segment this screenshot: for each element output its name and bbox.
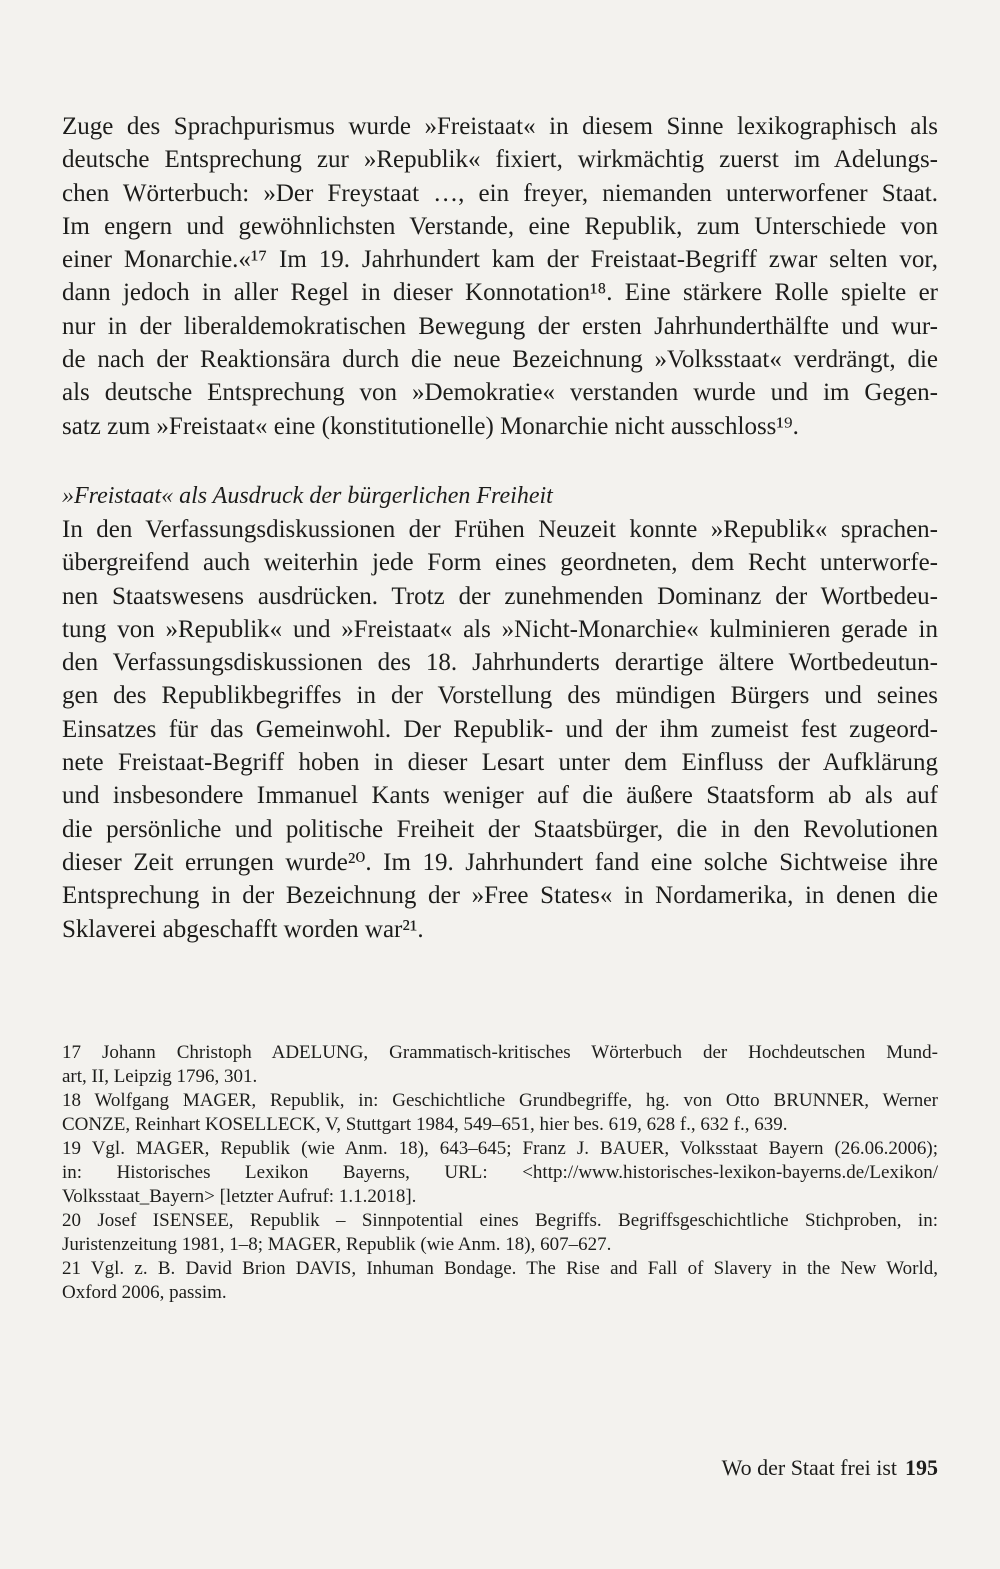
footnote-line: Volksstaat_Bayern> [letzter Aufruf: 1.1.2018].	[62, 1186, 417, 1207]
paragraph	[62, 110, 938, 443]
text-line: dieser Zeit errungen wurde²⁰. Im 19. Jahrhundert fand eine solche Sichtweise ihre	[62, 848, 938, 876]
text-line: den Verfassungsdiskussionen des 18. Jahrhunderts derartige ältere Wortbedeutun-	[62, 649, 938, 677]
footnote-line: CONZE, Reinhart KOSELLECK, V, Stuttgart 1984, 549–651, hier bes. 619, 628 f., 632 f., 639.	[62, 1114, 788, 1135]
text-line: In den Verfassungsdiskussionen der Frühen Neuzeit konnte »Republik« sprachen-	[62, 515, 938, 543]
page-number: 195	[905, 1455, 938, 1480]
text-line: deutsche Entsprechung zur »Republik« fixiert, wirkmächtig zuerst im Adelungs-	[62, 146, 938, 174]
running-title: Wo der Staat frei ist	[721, 1455, 897, 1480]
text-line: Sklaverei abgeschafft worden war²¹.	[62, 915, 424, 943]
text-line: satz zum »Freistaat« eine (konstitutionelle) Monarchie nicht ausschloss¹⁹.	[62, 412, 799, 440]
text-line: Entsprechung in der Bezeichnung der »Free States« in Nordamerika, in denen die	[62, 882, 938, 910]
footnote-line: 18 Wolfgang MAGER, Republik, in: Geschichtliche Grundbegriffe, hg. von Otto BRUNNER, Werner	[62, 1090, 938, 1111]
text-line: chen Wörterbuch: »Der Freystaat …, ein freyer, niemanden unterworfener Staat.	[62, 179, 938, 207]
footnote-line: Juristenzeitung 1981, 1–8; MAGER, Republik (wie Anm. 18), 607–627.	[62, 1234, 612, 1255]
footnotes	[62, 1041, 938, 1305]
footnote-line: 19 Vgl. MAGER, Republik (wie Anm. 18), 643–645; Franz J. BAUER, Volksstaat Bayern (26.06.2006);	[62, 1138, 938, 1159]
footnote-line: in: Historisches Lexikon Bayerns, URL: <http://www.historisches-lexikon-bayerns.de/Lexikon/	[62, 1162, 938, 1183]
text-line: einer Monarchie.«¹⁷ Im 19. Jahrhundert kam der Freistaat-Begriff zwar selten vor,	[62, 246, 938, 274]
text-line: übergreifend auch weiterhin jede Form eines geordneten, dem Recht unterworfe-	[62, 549, 938, 577]
footnote-line: art, II, Leipzig 1796, 301.	[62, 1066, 258, 1087]
text-line: nete Freistaat-Begriff hoben in dieser Lesart unter dem Einfluss der Aufklärung	[62, 749, 938, 777]
text-line: de nach der Reaktionsära durch die neue Bezeichnung »Volksstaat« verdrängt, die	[62, 346, 938, 374]
running-footer	[722, 1454, 938, 1482]
footnote-line: 21 Vgl. z. B. David Brion DAVIS, Inhuman Bondage. The Rise and Fall of Slavery in the New World,	[62, 1258, 938, 1279]
main-text	[62, 110, 938, 946]
text-line: tung von »Republik« und »Freistaat« als »Nicht-Monarchie« kulminieren gerade in	[62, 615, 938, 643]
text-line: nur in der liberaldemokratischen Bewegung der ersten Jahrhunderthälfte und wur-	[62, 312, 938, 340]
text-line: und insbesondere Immanuel Kants weniger auf die äußere Staatsform ab als auf	[62, 782, 938, 810]
footnote-line: 17 Johann Christoph ADELUNG, Grammatisch-kritisches Wörterbuch der Hochdeutschen Mund-	[62, 1042, 938, 1063]
text-line: gen des Republikbegriffes in der Vorstellung des mündigen Bürgers und seines	[62, 682, 938, 710]
text-line: nen Staatswesens ausdrücken. Trotz der zunehmenden Dominanz der Wortbedeu-	[62, 582, 938, 610]
footnote-line: Oxford 2006, passim.	[62, 1282, 227, 1303]
text-line: die persönliche und politische Freiheit der Staatsbürger, die in den Revolutionen	[62, 815, 938, 843]
text-line: Im engern und gewöhnlichsten Verstande, eine Republik, zum Unterschiede von	[62, 212, 938, 240]
paragraph	[62, 513, 938, 946]
text-line: dann jedoch in aller Regel in dieser Konnotation¹⁸. Eine stärkere Rolle spielte er	[62, 279, 938, 307]
footnote-line: 20 Josef ISENSEE, Republik – Sinnpotential eines Begriffs. Begriffsgeschichtliche Stichproben, in:	[62, 1210, 938, 1231]
text-line: als deutsche Entsprechung von »Demokratie« verstanden wurde und im Gegen-	[62, 379, 938, 407]
text-line: Zuge des Sprachpurismus wurde »Freistaat« in diesem Sinne lexikographisch als	[62, 113, 938, 140]
section-heading: »Freistaat« als Ausdruck der bürgerlichen Freiheit	[62, 482, 553, 509]
text-line: Einsatzes für das Gemeinwohl. Der Republik- und der ihm zumeist fest zugeord-	[62, 715, 938, 743]
